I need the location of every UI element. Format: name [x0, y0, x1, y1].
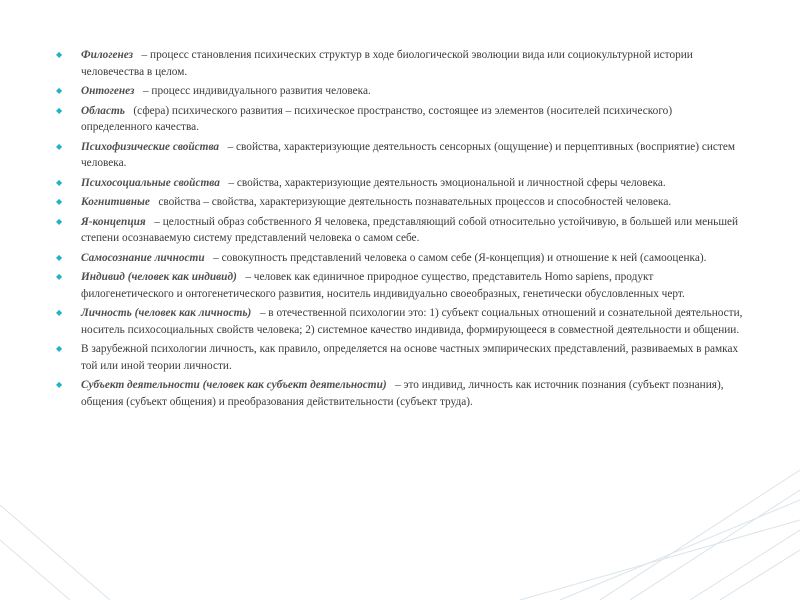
term-label: Индивид (человек как индивид) — [81, 271, 237, 283]
term-label: Когнитивные — [81, 196, 150, 208]
term-definition: свойства – свойства, характеризующие деятельность познавательных процессов и способностей человека. — [158, 196, 672, 208]
definitions-list — [56, 47, 746, 413]
diamond-bullet-icon: ◆ — [56, 177, 63, 187]
term-label: Самосознание личности — [81, 251, 205, 264]
term-label: Область — [81, 104, 125, 117]
list-item — [56, 341, 746, 374]
diamond-bullet-icon: ◆ — [56, 105, 63, 115]
decor-line — [0, 505, 110, 600]
diamond-bullet-icon: ◆ — [56, 380, 63, 389]
decor-line — [690, 530, 800, 600]
term-definition: – процесс индивидуального развития человека. — [142, 85, 371, 97]
term-definition: – свойства, характеризующие деятельность сенсорных (ощущение) и перцептивных (восприятие) систем человека. — [81, 140, 736, 169]
term-definition: – это индивид, личность как источник познания (субъект познания), общения (субъект общения) и преобразования действительности (субъект труда). — [81, 379, 724, 408]
list-item — [56, 214, 746, 247]
term-label: Личность (человек как личность) — [81, 307, 252, 319]
term-definition: – целостный образ собственного Я человека, представляющий собой относительно устойчивую, в большей или меньшей степени осознаваемую систему представлений человека о самом себе. — [81, 215, 739, 244]
term-definition: (сфера) психического развития – психическое пространство, состоящее из элементов (носителей психического) определенного качества. — [81, 104, 673, 133]
term-definition: – человек как единичное природное существо, представитель Homo sapiens, продукт филогенетического и онтогенетического развития, носитель индивидуально своеобразных, генетически обусловленных черт. — [81, 271, 685, 300]
term-label: Психофизические свойства — [81, 140, 220, 153]
diamond-bullet-icon: ◆ — [56, 197, 63, 206]
diamond-bullet-icon: ◆ — [56, 216, 63, 226]
list-item — [56, 139, 746, 172]
diamond-bullet-icon: ◆ — [56, 252, 63, 262]
diamond-bullet-icon: ◆ — [56, 50, 63, 59]
term-label: Онтогенез — [81, 85, 135, 97]
term-label: Я-концепция — [81, 215, 146, 228]
decor-line — [600, 470, 800, 600]
term-definition: В зарубежной психологии личность, как правило, определяется на основе частных эмпирических представлений, развиваемых в рамках той или иной теории личности. — [81, 343, 739, 372]
list-item — [56, 305, 746, 338]
decor-line — [0, 540, 70, 600]
list-item — [56, 175, 746, 192]
list-item — [56, 103, 746, 136]
list-item — [56, 83, 746, 100]
decor-line — [560, 500, 800, 600]
diamond-bullet-icon: ◆ — [56, 141, 63, 151]
term-definition: – совокупность представлений человека о самом себе (Я-концепция) и отношение к ней (самооценка). — [213, 251, 707, 264]
terms-list — [56, 47, 746, 410]
term-definition: – свойства, характеризующие деятельность эмоциональной и личностной сферы человека. — [228, 176, 666, 189]
diamond-bullet-icon: ◆ — [56, 344, 63, 353]
term-label: Психосоциальные свойства — [81, 176, 220, 189]
term-definition: – в отечественной психологии это: 1) субъект социальных отношений и сознательной деятельности, носитель психосоциальных свойств человека; 2) системное качество индивида, формирующееся в совместной деятельности и общении. — [81, 307, 743, 336]
list-item — [56, 194, 746, 211]
list-item — [56, 47, 746, 80]
list-item — [56, 377, 746, 410]
list-item — [56, 250, 746, 267]
term-label: Субъект деятельности (человек как субъект деятельности) — [81, 379, 387, 391]
term-definition: – процесс становления психических структур в ходе биологической эволюции вида или социокультурной истории человечества в целом. — [81, 49, 693, 78]
diamond-bullet-icon: ◆ — [56, 272, 63, 281]
diamond-bullet-icon: ◆ — [56, 308, 63, 317]
decor-line — [520, 520, 800, 600]
diamond-bullet-icon: ◆ — [56, 86, 63, 95]
decor-line — [720, 550, 800, 600]
term-label: Филогенез — [81, 49, 134, 61]
list-item — [56, 269, 746, 302]
